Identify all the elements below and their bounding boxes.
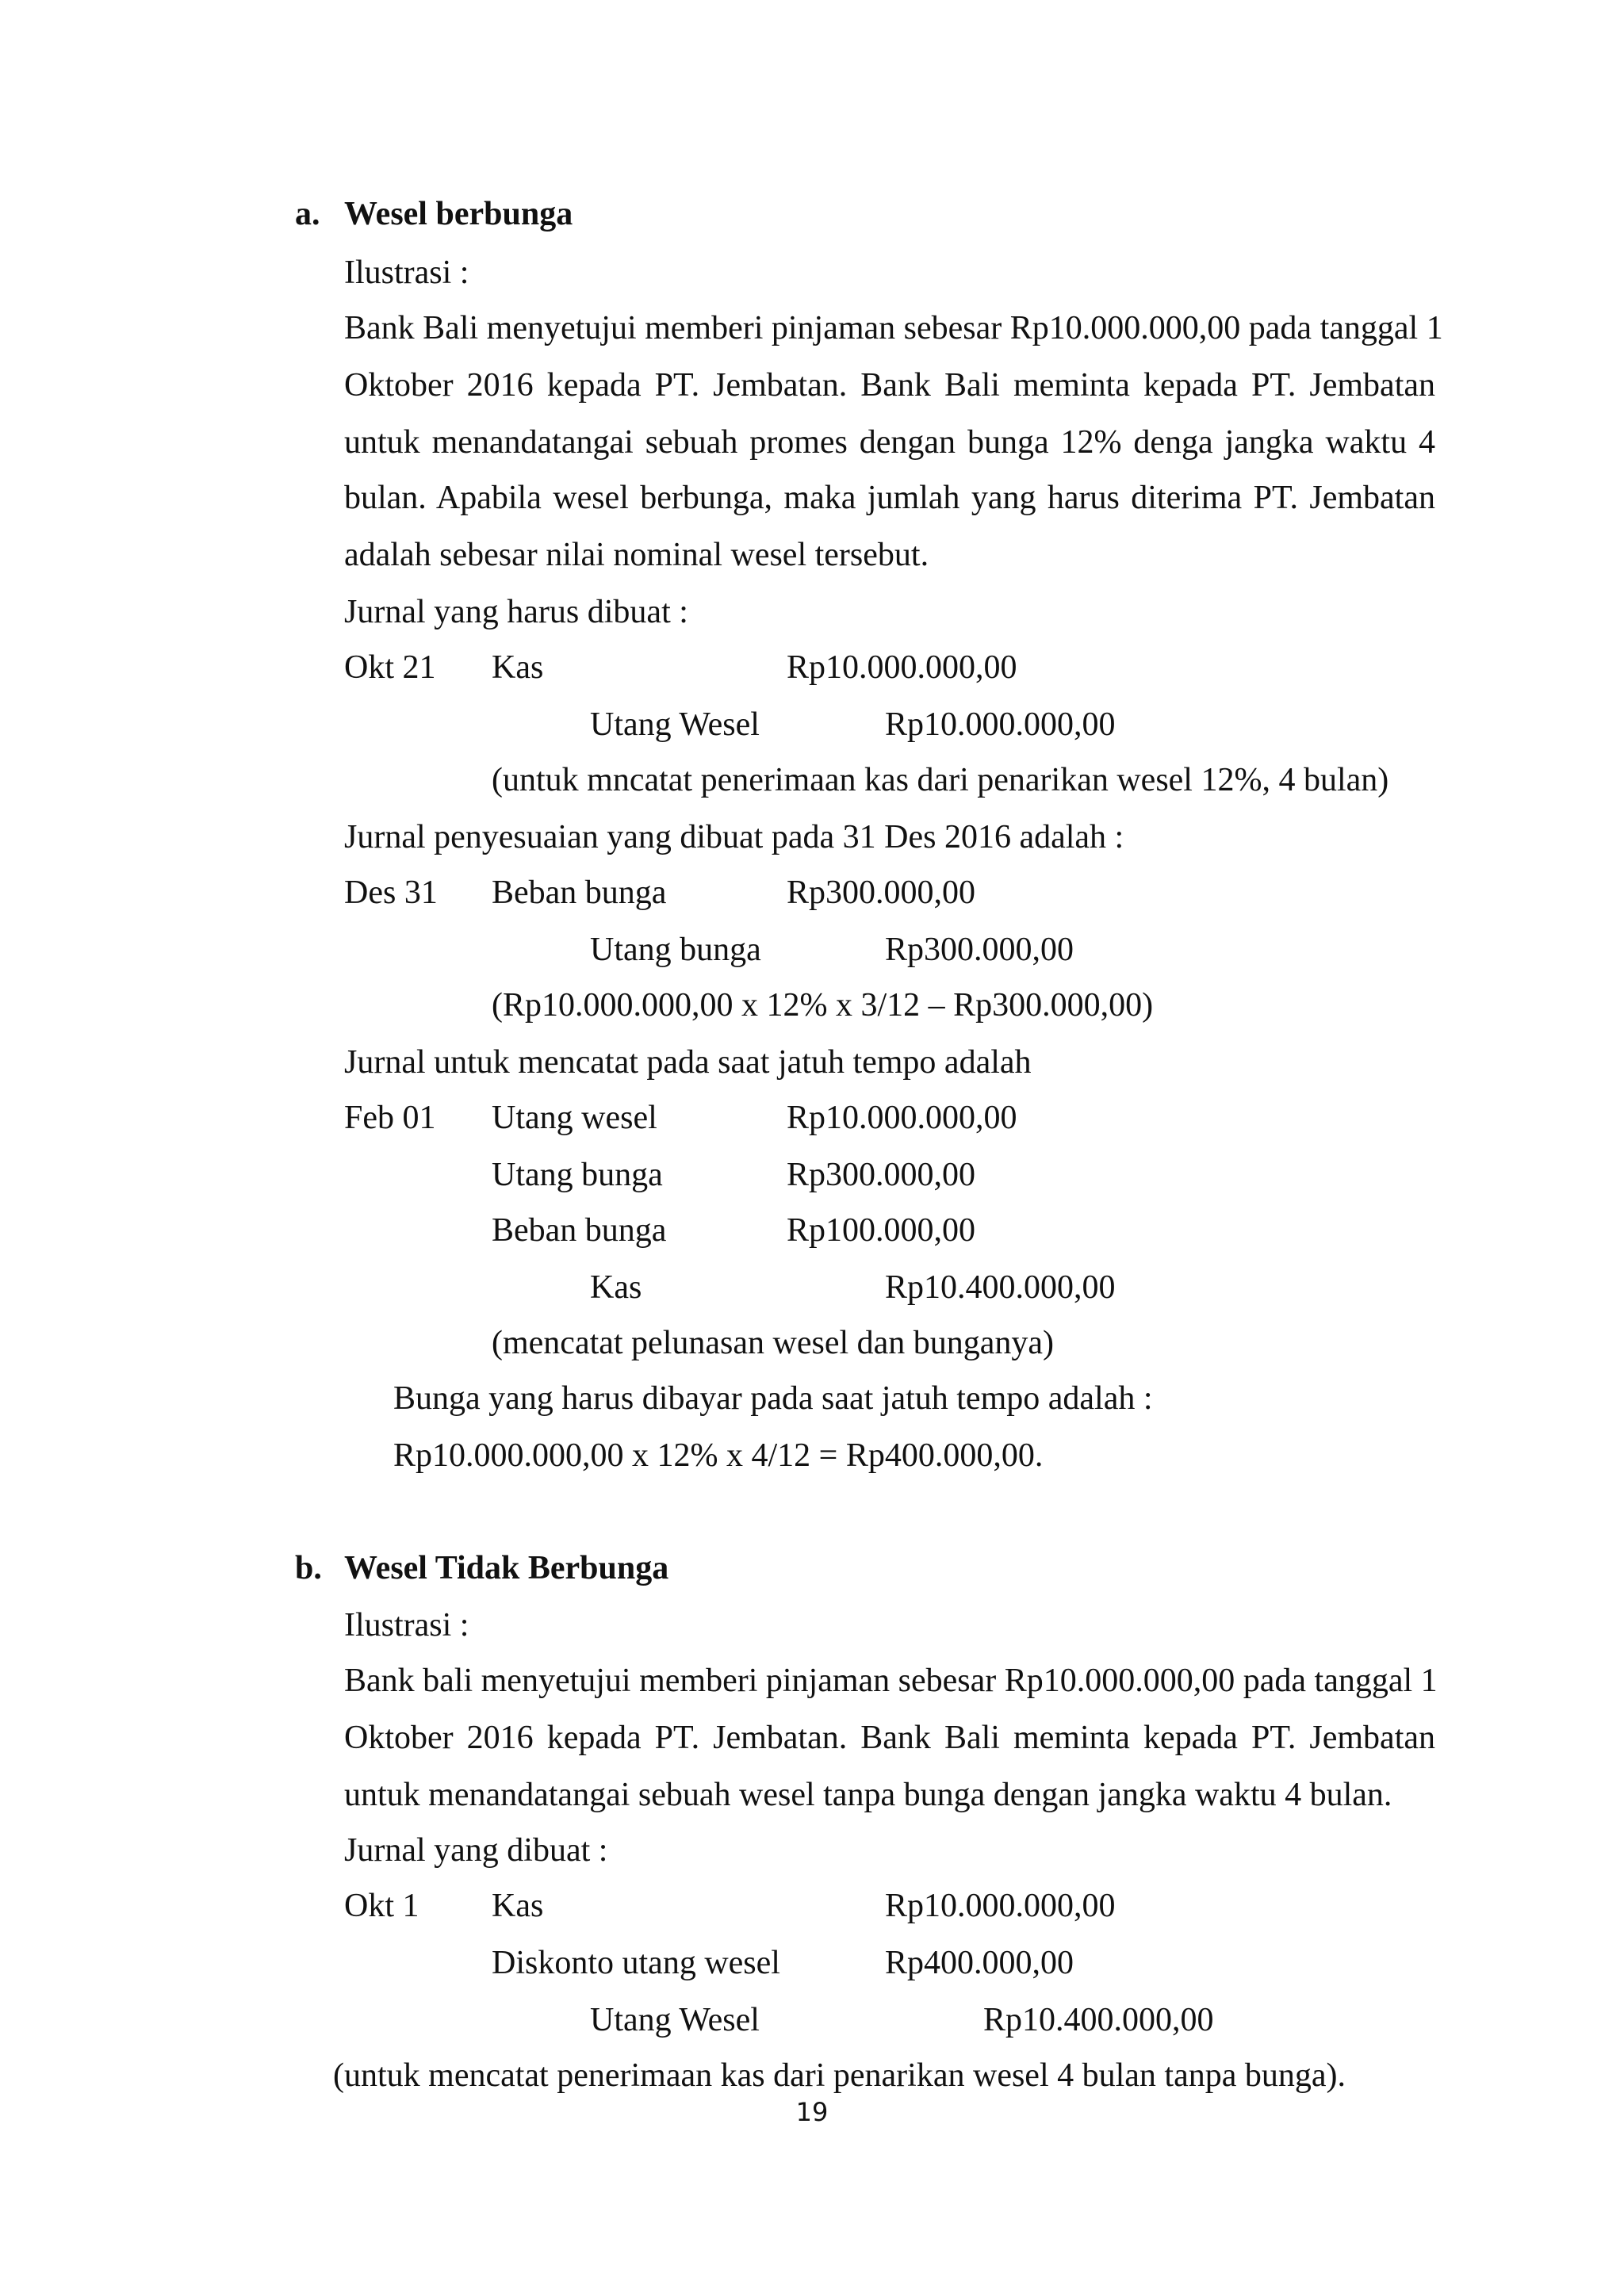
section-a-paragraph-line: untuk menandatangai sebuah promes dengan bunga 12% denga jangka waktu 4 — [344, 424, 1435, 461]
journal-intro: Jurnal untuk mencatat pada saat jatuh tempo adalah — [344, 1044, 1032, 1081]
journal-debit-account: Beban bunga — [492, 874, 667, 911]
journal-credit-amount: Rp10.400.000,00 — [983, 2002, 1214, 2038]
summary-line: Bunga yang harus dibayar pada saat jatuh tempo adalah : — [393, 1380, 1153, 1417]
section-a-marker: a. — [295, 196, 320, 232]
journal-debit-amount: Rp100.000,00 — [787, 1212, 976, 1249]
section-b-marker: b. — [295, 1550, 322, 1586]
journal-date: Des 31 — [344, 874, 438, 911]
journal-credit-account: Utang bunga — [590, 932, 761, 968]
journal-intro: Jurnal penyesuaian yang dibuat pada 31 Des 2016 adalah : — [344, 819, 1124, 855]
section-b-paragraph-line: Oktober 2016 kepada PT. Jembatan. Bank Bali meminta kepada PT. Jembatan — [344, 1720, 1435, 1756]
journal-credit-account: Kas — [590, 1269, 642, 1306]
section-b-paragraph-line: Bank bali menyetujui memberi pinjaman sebesar Rp10.000.000,00 pada tanggal 1 — [344, 1663, 1438, 1699]
journal-credit-amount: Rp300.000,00 — [885, 932, 1074, 968]
journal-credit-account: Utang Wesel — [590, 2002, 760, 2038]
section-a-heading: Wesel berbunga — [344, 196, 573, 232]
journal-debit-amount: Rp10.000.000,00 — [787, 649, 1017, 686]
journal-date: Okt 1 — [344, 1888, 419, 1924]
journal-note: (Rp10.000.000,00 x 12% x 3/12 – Rp300.000,00) — [492, 987, 1154, 1024]
section-a-paragraph-line: bulan. Apabila wesel berbunga, maka jumlah yang harus diterima PT. Jembatan — [344, 480, 1435, 516]
journal-date: Feb 01 — [344, 1100, 436, 1136]
summary-line: Rp10.000.000,00 x 12% x 4/12 = Rp400.000,00. — [393, 1437, 1044, 1474]
journal-debit-amount: Rp400.000,00 — [885, 1945, 1074, 1981]
journal-debit-account: Beban bunga — [492, 1212, 667, 1249]
journal-intro: Jurnal yang harus dibuat : — [344, 594, 688, 630]
journal-note: (untuk mencatat penerimaan kas dari penarikan wesel 4 bulan tanpa bunga). — [333, 2057, 1346, 2094]
journal-debit-account: Kas — [492, 1888, 544, 1924]
journal-intro: Jurnal yang dibuat : — [344, 1832, 608, 1869]
section-b-heading: Wesel Tidak Berbunga — [344, 1550, 669, 1586]
journal-credit-amount: Rp10.000.000,00 — [885, 706, 1116, 743]
section-a-paragraph-line: adalah sebesar nilai nominal wesel tersebut. — [344, 537, 929, 573]
section-a-paragraph-line: Bank Bali menyetujui memberi pinjaman sebesar Rp10.000.000,00 pada tanggal 1 — [344, 310, 1443, 346]
page-number: 19 — [795, 2097, 829, 2127]
section-a-paragraph-line: Oktober 2016 kepada PT. Jembatan. Bank Bali meminta kepada PT. Jembatan — [344, 367, 1435, 404]
journal-note: (untuk mncatat penerimaan kas dari penarikan wesel 12%, 4 bulan) — [492, 762, 1389, 798]
section-b-ilustrasi-label: Ilustrasi : — [344, 1607, 469, 1644]
journal-debit-amount: Rp10.000.000,00 — [885, 1888, 1116, 1924]
journal-credit-account: Utang Wesel — [590, 706, 760, 743]
journal-debit-account: Diskonto utang wesel — [492, 1945, 780, 1981]
journal-credit-amount: Rp10.400.000,00 — [885, 1269, 1116, 1306]
journal-date: Okt 21 — [344, 649, 436, 686]
journal-debit-account: Utang wesel — [492, 1100, 657, 1136]
journal-debit-amount: Rp10.000.000,00 — [787, 1100, 1017, 1136]
journal-debit-account: Utang bunga — [492, 1157, 663, 1193]
section-b-paragraph-line: untuk menandatangai sebuah wesel tanpa bunga dengan jangka waktu 4 bulan. — [344, 1777, 1392, 1813]
journal-debit-amount: Rp300.000,00 — [787, 1157, 976, 1193]
journal-debit-account: Kas — [492, 649, 544, 686]
journal-note: (mencatat pelunasan wesel dan bunganya) — [492, 1325, 1055, 1361]
journal-debit-amount: Rp300.000,00 — [787, 874, 976, 911]
section-a-ilustrasi-label: Ilustrasi : — [344, 254, 469, 291]
